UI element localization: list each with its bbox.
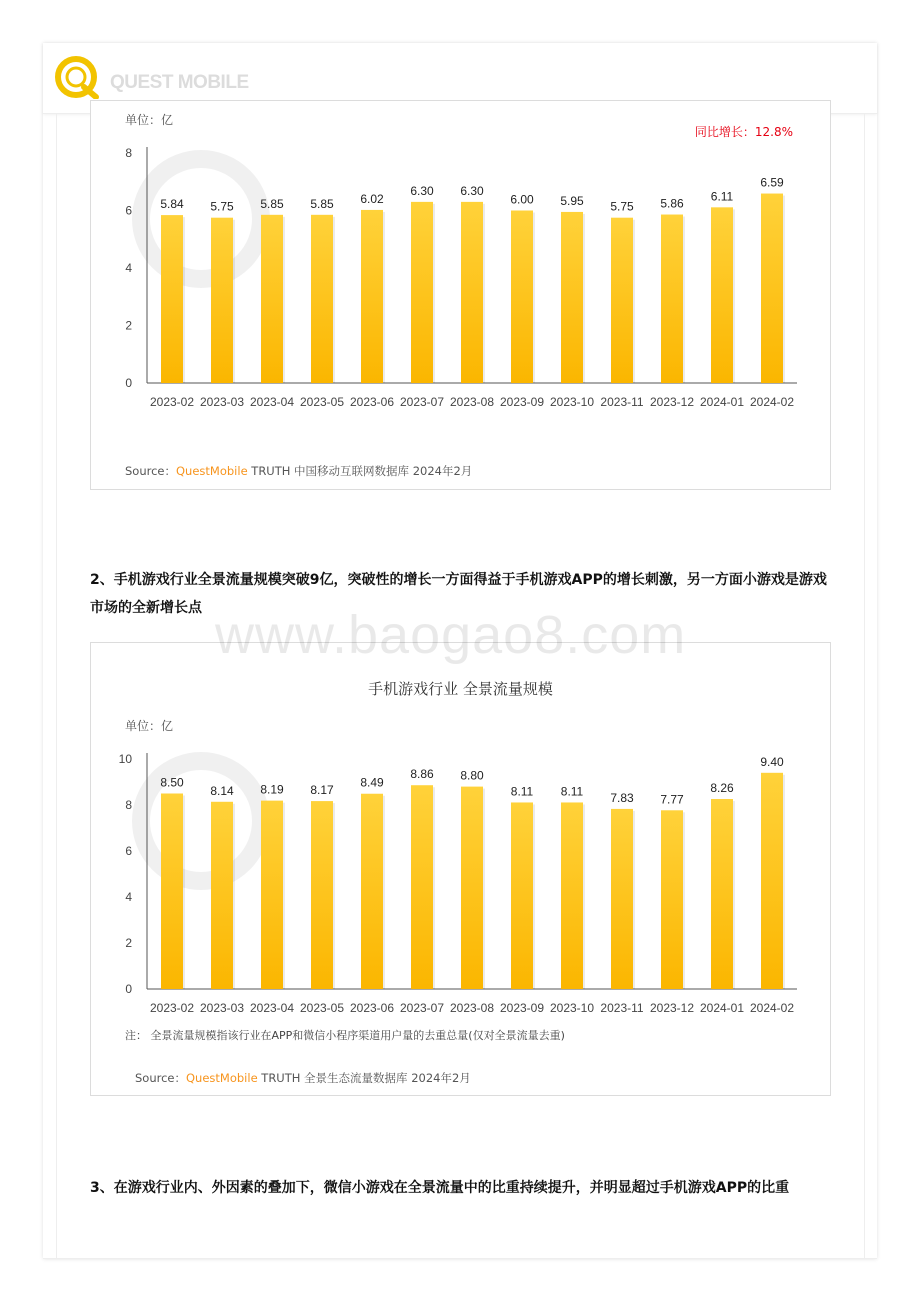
y-tick-label: 10 [118,752,132,766]
bar-value-label: 6.30 [410,183,434,198]
x-tick-label: 2023-03 [199,1001,245,1015]
bar [461,787,483,989]
bar [661,810,683,989]
bar [311,215,333,383]
bar [561,802,583,989]
bar [761,773,783,989]
x-tick-label: 2023-12 [649,1001,695,1015]
chart2-source [135,1070,471,1086]
x-tick-label: 2023-04 [249,395,295,409]
chart1-source-label: Source： [125,464,176,478]
bar-value-label: 8.26 [710,781,734,796]
bar [511,802,533,989]
y-tick-label: 8 [125,798,132,812]
x-tick-label: 2023-04 [249,1001,295,1015]
bar [211,218,233,383]
section-heading-2: 2、手机游戏行业全景流量规模突破9亿，突破性的增长一方面得益于手机游戏APP的增长刺激，另一方面小游戏是游戏市场的全新增长点 [90,572,827,616]
bar-value-label: 7.77 [660,792,684,807]
page-bottom-rule [43,1258,877,1259]
x-tick-label: 2023-05 [299,395,345,409]
questmobile-logo-icon [54,55,106,99]
y-tick-label: 6 [125,203,132,218]
x-tick-label: 2023-06 [349,395,395,409]
bar-value-label: 8.11 [560,784,584,799]
x-tick-label: 2024-02 [749,1001,795,1015]
bar-value-label: 8.50 [160,775,184,790]
bar [161,215,183,383]
bar-value-label: 6.59 [760,175,784,190]
bar [411,202,433,383]
y-tick-label: 2 [125,318,132,333]
bar [711,799,733,989]
bar [711,207,733,383]
chart2-title: 手机游戏行业 全景流量规模 [368,680,553,698]
x-tick-label: 2024-01 [699,1001,745,1015]
bar-value-label: 6.30 [460,183,484,198]
bar-value-label: 8.86 [410,767,434,782]
bar-value-label: 8.14 [210,783,234,798]
bar-value-label: 8.49 [360,775,384,790]
x-tick-label: 2023-11 [600,1001,644,1015]
x-tick-label: 2024-02 [749,395,795,409]
left-margin-rule [56,113,57,1259]
y-tick-label: 6 [125,844,132,858]
chart1-source [125,463,472,479]
y-tick-label: 4 [125,890,132,904]
bar [411,785,433,989]
x-tick-label: 2023-07 [399,395,445,409]
bar [661,215,683,383]
bar-value-label: 5.95 [560,193,584,208]
y-tick-label: 0 [125,376,132,390]
chart2-source-text: TRUTH 全景生态流量数据库 2024年2月 [257,1071,471,1085]
bar-value-label: 6.00 [510,192,534,207]
x-tick-label: 2023-07 [399,1001,445,1015]
bar [211,802,233,989]
x-tick-label: 2023-10 [549,395,595,409]
y-tick-label: 2 [125,936,132,950]
y-tick-label: 0 [125,982,132,996]
chart-panoramic-traffic [90,642,831,1096]
x-tick-label: 2023-09 [499,395,545,409]
chart-logo-watermark [141,159,261,279]
bar [161,794,183,990]
bar-value-label: 5.85 [260,196,284,211]
bar-value-label: 8.11 [510,784,534,799]
chart1-source-text: TRUTH 中国移动互联网数据库 2024年2月 [247,464,473,478]
bar [311,801,333,989]
bar [461,202,483,383]
x-tick-label: 2023-12 [649,395,695,409]
bar [361,794,383,989]
x-tick-label: 2023-08 [449,395,495,409]
right-margin-rule [864,113,865,1259]
x-tick-label: 2023-05 [299,1001,345,1015]
x-tick-label: 2023-02 [149,395,195,409]
bar [261,801,283,989]
bar-value-label: 8.17 [310,783,334,798]
bar [611,809,633,989]
bar-value-label: 7.83 [610,790,634,805]
bar [511,211,533,384]
bar-value-label: 8.19 [260,782,284,797]
logo-text: QUEST MOBILE [110,72,249,93]
bar-value-label: 9.40 [760,754,784,769]
section-heading-3: 3、在游戏行业内、外因素的叠加下，微信小游戏在全景流量中的比重持续提升，并明显超过手机游戏APP的比重 [90,1180,790,1196]
x-tick-label: 2023-03 [199,395,245,409]
bar-value-label: 5.75 [210,199,234,214]
x-tick-label: 2023-06 [349,1001,395,1015]
bar [611,218,633,383]
bar-value-label: 5.75 [610,199,634,214]
bar-value-label: 5.84 [160,197,184,212]
chart1-yoy-label: 同比增长：12.8% [694,125,793,139]
bar-value-label: 8.80 [460,768,484,783]
x-tick-label: 2023-09 [499,1001,545,1015]
chart1-unit: 单位：亿 [125,113,174,127]
bar-value-label: 6.11 [710,189,734,204]
chart2-source-label: Source： [135,1071,186,1085]
chart1-source-brand: QuestMobile [176,464,248,478]
bar [261,215,283,383]
chart-monthly-users [90,100,831,490]
chart-logo-watermark [141,761,261,881]
bar-value-label: 6.02 [360,191,384,206]
bar [361,210,383,383]
bar-value-label: 5.85 [310,196,334,211]
bar [561,212,583,383]
y-tick-label: 8 [125,146,132,160]
chart2-note: 注： 全景流量规模指该行业在APP和微信小程序渠道用户量的去重总量(仅对全景流量去重) [125,1029,565,1042]
chart2-source-brand: QuestMobile [186,1071,258,1085]
x-tick-label: 2023-02 [149,1001,195,1015]
x-tick-label: 2023-10 [549,1001,595,1015]
chart2-unit: 单位：亿 [125,719,174,733]
bar [761,194,783,383]
y-tick-label: 4 [125,261,132,275]
x-tick-label: 2024-01 [699,395,745,409]
chart1-plot [91,101,830,489]
x-tick-label: 2023-08 [449,1001,495,1015]
bar-value-label: 5.86 [660,196,684,211]
x-tick-label: 2023-11 [600,395,644,409]
